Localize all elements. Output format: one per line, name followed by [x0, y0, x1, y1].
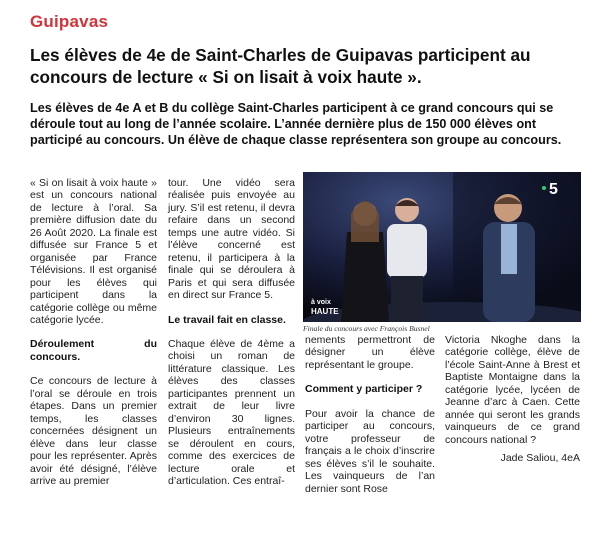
- column-3-paragraph-2: Pour avoir la chance de participer au concours, votre professeur de français a le choix d’inscrire ses élèves s’il le souhaite. Les vainqueurs de l’an dernier sont Rose: [305, 407, 435, 495]
- section-label: Guipavas: [30, 12, 109, 31]
- author-signature: Jade Saliou, 4eA: [500, 452, 580, 465]
- column-1-paragraph-1: « Si on lisait à voix haute » est un concours national de lecture à l’oral. Sa première diffusion date du 26 Août 2020. La finale est diffusée sur France 5 et organisée par France Télévisions. Il est organisé pour les élèves qui participent dans la catégorie collège ou même catégorie lycée.: [30, 177, 157, 326]
- column-2-paragraph-2: Chaque élève de 4ème a choisi un roman de littérature classique. Les élèves des classes participantes prennent un extrait de leur livre d’environ 30 lignes. Plusieurs entraînements se déroulent en cours, comme des exercices de lecture orale et d’articulation. Ces entraî-: [168, 337, 295, 487]
- column-1-paragraph-2: Ce concours de lecture à l’oral se déroule en trois étapes. Dans un premier temps, les classes concernées désignent un élève dans leur classe pour les représenter. Après avoir été désigné, l’élève arrive au premier: [30, 375, 157, 487]
- column-2-paragraph-1: tour. Une vidéo sera réalisée puis envoyée au jury. S’il est retenu, il devra refaire dans un second temps une autre vidéo. Si l’élève concerné est retenu, il participera à la finale qui se déroulera à Paris et qui sera diffusée en direct sur France 5.: [168, 177, 295, 302]
- column-3: [305, 334, 435, 495]
- show-logo-line-2: HAUTE: [311, 307, 339, 316]
- article-photo: [303, 172, 581, 322]
- column-2: [168, 177, 295, 487]
- column-1-subheading: Déroulement du concours.: [30, 338, 157, 363]
- column-3-subheading: Comment y participer ?: [305, 383, 423, 396]
- column-1: [30, 177, 157, 487]
- column-4: [445, 334, 580, 465]
- column-2-subheading: Le travail fait en classe.: [168, 313, 286, 326]
- column-4-paragraph-1: Victoria Nkoghe dans la catégorie collège, élève de l’école Saint-Anne à Brest et Baptiste Montaigne dans la catégorie lycée, lycéen de Jeanne d’arc à Caen. Cette année qui seront les grands vainqueurs de ce grand concours national ?: [445, 334, 580, 446]
- column-3-paragraph-1: nements permettront de désigner un élève représentant le groupe.: [305, 334, 435, 371]
- show-logo-line-1: à voix: [311, 299, 331, 306]
- channel-logo: 5: [549, 181, 558, 198]
- headline: Les élèves de 4e de Saint-Charles de Guipavas participent au concours de lecture « Si on lisait à voix haute ».: [30, 45, 531, 87]
- lead-paragraph: Les élèves de 4e A et B du collège Saint-Charles participent à ce grand concours qui se déroule tout au long de l’année scolaire. L’année dernière plus de 150 000 élèves ont participé au concours. Un élève de chaque classe représentera son groupe au concours.: [30, 101, 562, 148]
- photo-illustration: [303, 172, 581, 322]
- photo-caption: Finale du concours avec François Busnel: [303, 324, 430, 333]
